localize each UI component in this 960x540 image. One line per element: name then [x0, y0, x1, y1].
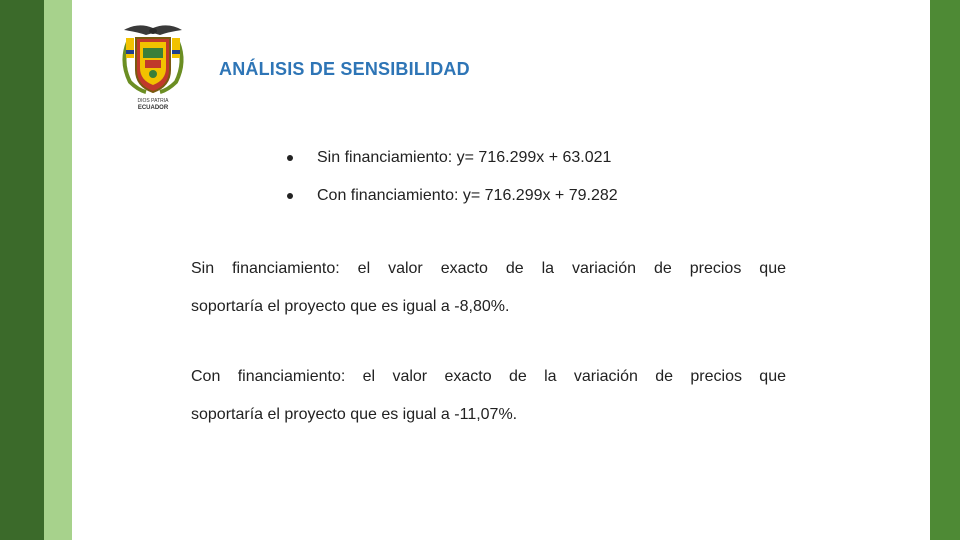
logo-motto: DIOS PATRIA [137, 98, 169, 104]
logo-country: ECUADOR [137, 105, 169, 111]
bullet-item [287, 184, 618, 208]
paragraph-line: Sin financiamiento: el valor exacto de la variación de precios que [191, 260, 786, 277]
bullet-item [287, 146, 618, 170]
paragraph-line: Con financiamiento: el valor exacto de la variación de precios que [191, 368, 786, 385]
right-dark-bar [930, 0, 960, 540]
right-light-bar [906, 0, 930, 540]
paragraph-sin-financiamiento [191, 250, 786, 326]
paragraph-line: soportaría el proyecto que es igual a -11,07%. [191, 406, 518, 423]
bullet-icon [287, 193, 293, 199]
left-light-bar [44, 0, 72, 540]
bullet-text: Sin financiamiento: y= 716.299x + 63.021 [317, 149, 612, 166]
paragraph-con-financiamiento [191, 358, 786, 434]
bullet-icon [287, 155, 293, 161]
paragraph-line: soportaría el proyecto que es igual a -8,80%. [191, 298, 510, 315]
bullet-list [287, 146, 618, 222]
slide-title: ANÁLISIS DE SENSIBILIDAD [219, 59, 470, 79]
bullet-text: Con financiamiento: y= 716.299x + 79.282 [317, 187, 618, 204]
left-dark-bar [0, 0, 44, 540]
coat-of-arms-logo [116, 20, 190, 114]
